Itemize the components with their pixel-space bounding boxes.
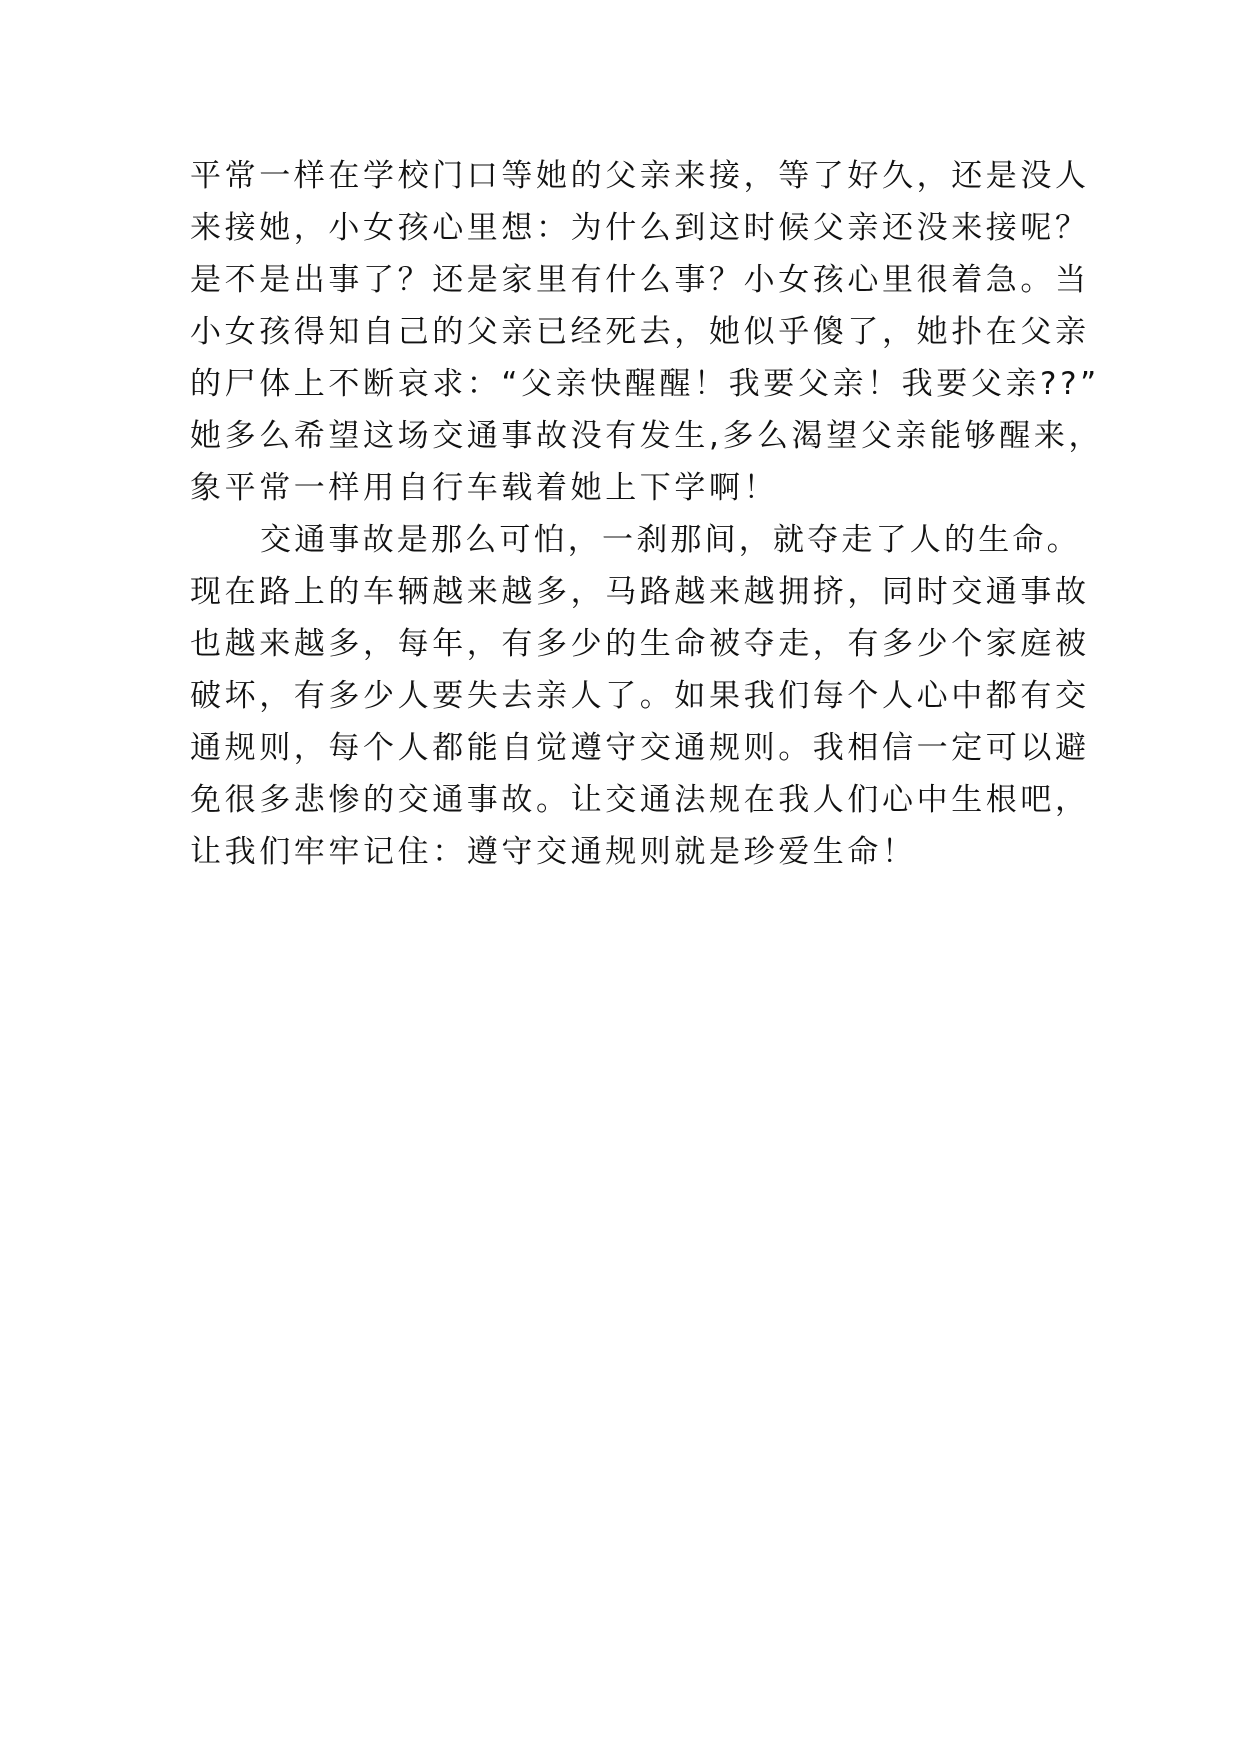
- text-line: 小女孩得知自己的父亲已经死去，她似乎傻了，她扑在父亲: [190, 314, 1090, 350]
- text-line: 让我们牢牢记住：遵守交通规则就是珍爱生命！: [190, 834, 917, 870]
- text-line: 现在路上的车辆越来越多，马路越来越拥挤，同时交通事故: [190, 574, 1090, 610]
- text-line: 免很多悲惨的交通事故。让交通法规在我人们心中生根吧，: [190, 782, 1090, 818]
- text-line: 通规则，每个人都能自觉遵守交通规则。我相信一定可以避: [190, 730, 1090, 766]
- text-line: 是不是出事了？还是家里有什么事？小女孩心里很着急。当: [190, 262, 1090, 298]
- paragraph-2: [190, 514, 1090, 878]
- text-line: 破坏，有多少人要失去亲人了。如果我们每个人心中都有交: [190, 678, 1090, 714]
- text-line: 平常一样在学校门口等她的父亲来接，等了好久，还是没人: [190, 158, 1090, 194]
- text-line: 来接她，小女孩心里想：为什么到这时候父亲还没来接呢？: [190, 210, 1090, 246]
- text-line: 的尸体上不断哀求：“父亲快醒醒！我要父亲！我要父亲??”: [190, 366, 1100, 402]
- body-text: [190, 150, 1104, 878]
- paragraph-1: [190, 150, 1104, 514]
- text-line: 她多么希望这场交通事故没有发生,多么渴望父亲能够醒来，: [190, 418, 1104, 454]
- text-line: 交通事故是那么可怕，一刹那间，就夺走了人的生命。: [260, 522, 1081, 558]
- text-line: 也越来越多，每年，有多少的生命被夺走，有多少个家庭被: [190, 626, 1090, 662]
- text-line: 象平常一样用自行车载着她上下学啊！: [190, 470, 779, 506]
